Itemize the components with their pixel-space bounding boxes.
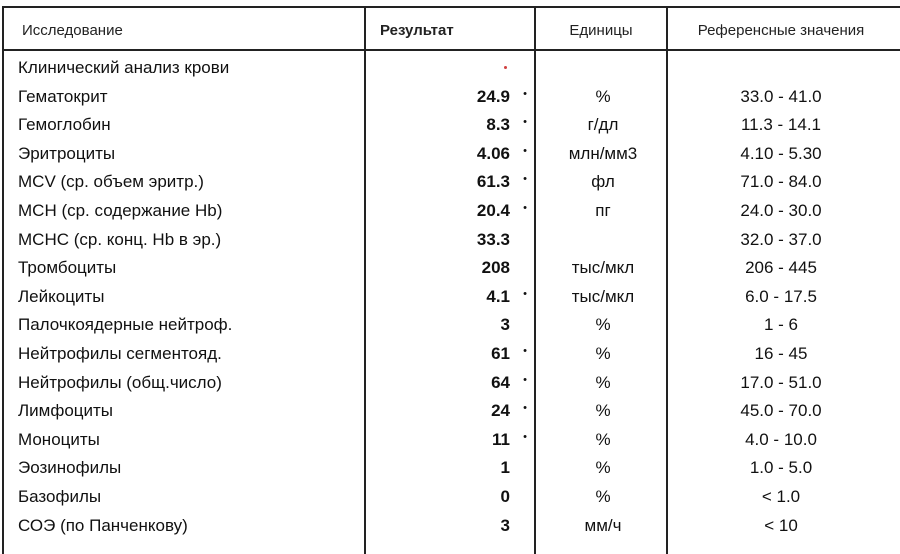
abnormal-flag-icon: • bbox=[523, 116, 527, 129]
reference-range: 11.3 - 14.1 bbox=[740, 115, 822, 135]
table-row bbox=[0, 483, 900, 512]
abnormal-flag-icon: • bbox=[523, 201, 527, 214]
header-test: Исследование bbox=[22, 21, 123, 39]
test-name: Нейтрофилы (общ.число) bbox=[18, 372, 222, 392]
table-row bbox=[0, 197, 900, 226]
reference-range: 206 - 445 bbox=[745, 258, 817, 278]
result-value: 24 bbox=[491, 401, 510, 421]
unit-value bbox=[538, 226, 668, 255]
reference-range: 24.0 - 30.0 bbox=[740, 200, 822, 220]
unit-value: % bbox=[595, 86, 611, 106]
table-row bbox=[0, 254, 900, 283]
table-row bbox=[0, 283, 900, 312]
unit-value: % bbox=[595, 372, 611, 392]
abnormal-flag-icon: • bbox=[523, 87, 527, 100]
reference-range: 16 - 45 bbox=[754, 343, 808, 363]
reference-range: 32.0 - 37.0 bbox=[740, 229, 822, 249]
unit-value: % bbox=[595, 401, 611, 421]
result-value: 33.3 bbox=[476, 229, 510, 249]
unit-value: мм/ч bbox=[584, 515, 622, 535]
test-name: Лейкоциты bbox=[18, 286, 105, 306]
unit-value: % bbox=[595, 486, 611, 506]
table-row bbox=[0, 140, 900, 169]
result-value: 20.4 bbox=[476, 200, 510, 220]
table-row bbox=[0, 168, 900, 197]
table-top-border bbox=[2, 6, 900, 8]
section-mark bbox=[504, 66, 507, 69]
test-name: Палочкоядерные нейтроф. bbox=[18, 315, 233, 335]
reference-range: 33.0 - 41.0 bbox=[740, 86, 822, 106]
reference-range: 4.10 - 5.30 bbox=[740, 143, 822, 163]
abnormal-flag-icon: • bbox=[523, 402, 527, 415]
abnormal-flag-icon: • bbox=[523, 287, 527, 300]
reference-range: < 10 bbox=[764, 515, 798, 535]
result-value: 61 bbox=[491, 343, 510, 363]
reference-range: 71.0 - 84.0 bbox=[740, 172, 822, 192]
result-value: 1 bbox=[500, 458, 510, 478]
test-name: Нейтрофилы сегментояд. bbox=[18, 343, 222, 363]
result-value: 11 bbox=[492, 429, 510, 449]
table-row bbox=[0, 111, 900, 140]
unit-value: пг bbox=[595, 200, 611, 220]
test-name: MCV (ср. объем эритр.) bbox=[18, 172, 204, 192]
test-name: Гемоглобин bbox=[18, 115, 111, 135]
header-units: Единицы bbox=[569, 21, 633, 39]
header-reference: Референсные значения bbox=[697, 21, 865, 39]
unit-value: тыс/мкл bbox=[571, 286, 635, 306]
reference-range: 1 - 6 bbox=[763, 315, 799, 335]
section-row bbox=[0, 54, 900, 83]
result-value: 64 bbox=[491, 372, 510, 392]
test-name: Базофилы bbox=[18, 486, 102, 506]
reference-range: 6.0 - 17.5 bbox=[745, 286, 817, 306]
header-result: Результат bbox=[380, 21, 454, 39]
unit-value: % bbox=[595, 429, 611, 449]
abnormal-flag-icon: • bbox=[523, 373, 527, 386]
section-title: Клинический анализ крови bbox=[18, 58, 230, 77]
table-row bbox=[0, 454, 900, 483]
result-value: 4.1 bbox=[486, 286, 510, 306]
abnormal-flag-icon: • bbox=[523, 173, 527, 186]
test-name: СОЭ (по Панченкову) bbox=[18, 515, 188, 535]
table-row bbox=[0, 311, 900, 340]
table-row bbox=[0, 340, 900, 369]
result-value: 3 bbox=[500, 315, 510, 335]
test-name: Эритроциты bbox=[18, 143, 116, 163]
header-bottom-border bbox=[2, 49, 900, 51]
test-name: MCHC (ср. конц. Hb в эр.) bbox=[18, 229, 222, 249]
reference-range: 1.0 - 5.0 bbox=[749, 458, 813, 478]
table-row bbox=[0, 226, 900, 255]
test-name: Тромбоциты bbox=[18, 258, 117, 278]
result-value: 208 bbox=[481, 258, 510, 278]
abnormal-flag-icon: • bbox=[523, 430, 527, 443]
unit-value: % bbox=[595, 458, 611, 478]
table-row bbox=[0, 397, 900, 426]
result-value: 61.3 bbox=[476, 172, 510, 192]
table-row bbox=[0, 83, 900, 112]
unit-value: % bbox=[595, 315, 611, 335]
unit-value: фл bbox=[591, 172, 615, 192]
result-value: 4.06 bbox=[476, 143, 510, 163]
abnormal-flag-icon: • bbox=[523, 344, 527, 357]
unit-value: млн/мм3 bbox=[568, 143, 638, 163]
reference-range: 45.0 - 70.0 bbox=[740, 401, 822, 421]
reference-range: 17.0 - 51.0 bbox=[740, 372, 822, 392]
result-value: 0 bbox=[500, 486, 510, 506]
result-value: 8.3 bbox=[486, 115, 510, 135]
table-row bbox=[0, 512, 900, 541]
test-name: Эозинофилы bbox=[18, 458, 122, 478]
unit-value: тыс/мкл bbox=[571, 258, 635, 278]
test-name: Гематокрит bbox=[18, 86, 108, 106]
result-value: 3 bbox=[500, 515, 510, 535]
results-table-body bbox=[0, 54, 900, 540]
test-name: Лимфоциты bbox=[18, 401, 114, 421]
table-row bbox=[0, 426, 900, 455]
unit-value: г/дл bbox=[587, 115, 619, 135]
abnormal-flag-icon: • bbox=[523, 144, 527, 157]
table-row bbox=[0, 369, 900, 398]
test-name: Моноциты bbox=[18, 429, 100, 449]
reference-range: 4.0 - 10.0 bbox=[745, 429, 817, 449]
reference-range: < 1.0 bbox=[761, 486, 801, 506]
result-value: 24.9 bbox=[476, 86, 510, 106]
unit-value: % bbox=[595, 343, 611, 363]
test-name: MCH (ср. содержание Hb) bbox=[18, 200, 223, 220]
